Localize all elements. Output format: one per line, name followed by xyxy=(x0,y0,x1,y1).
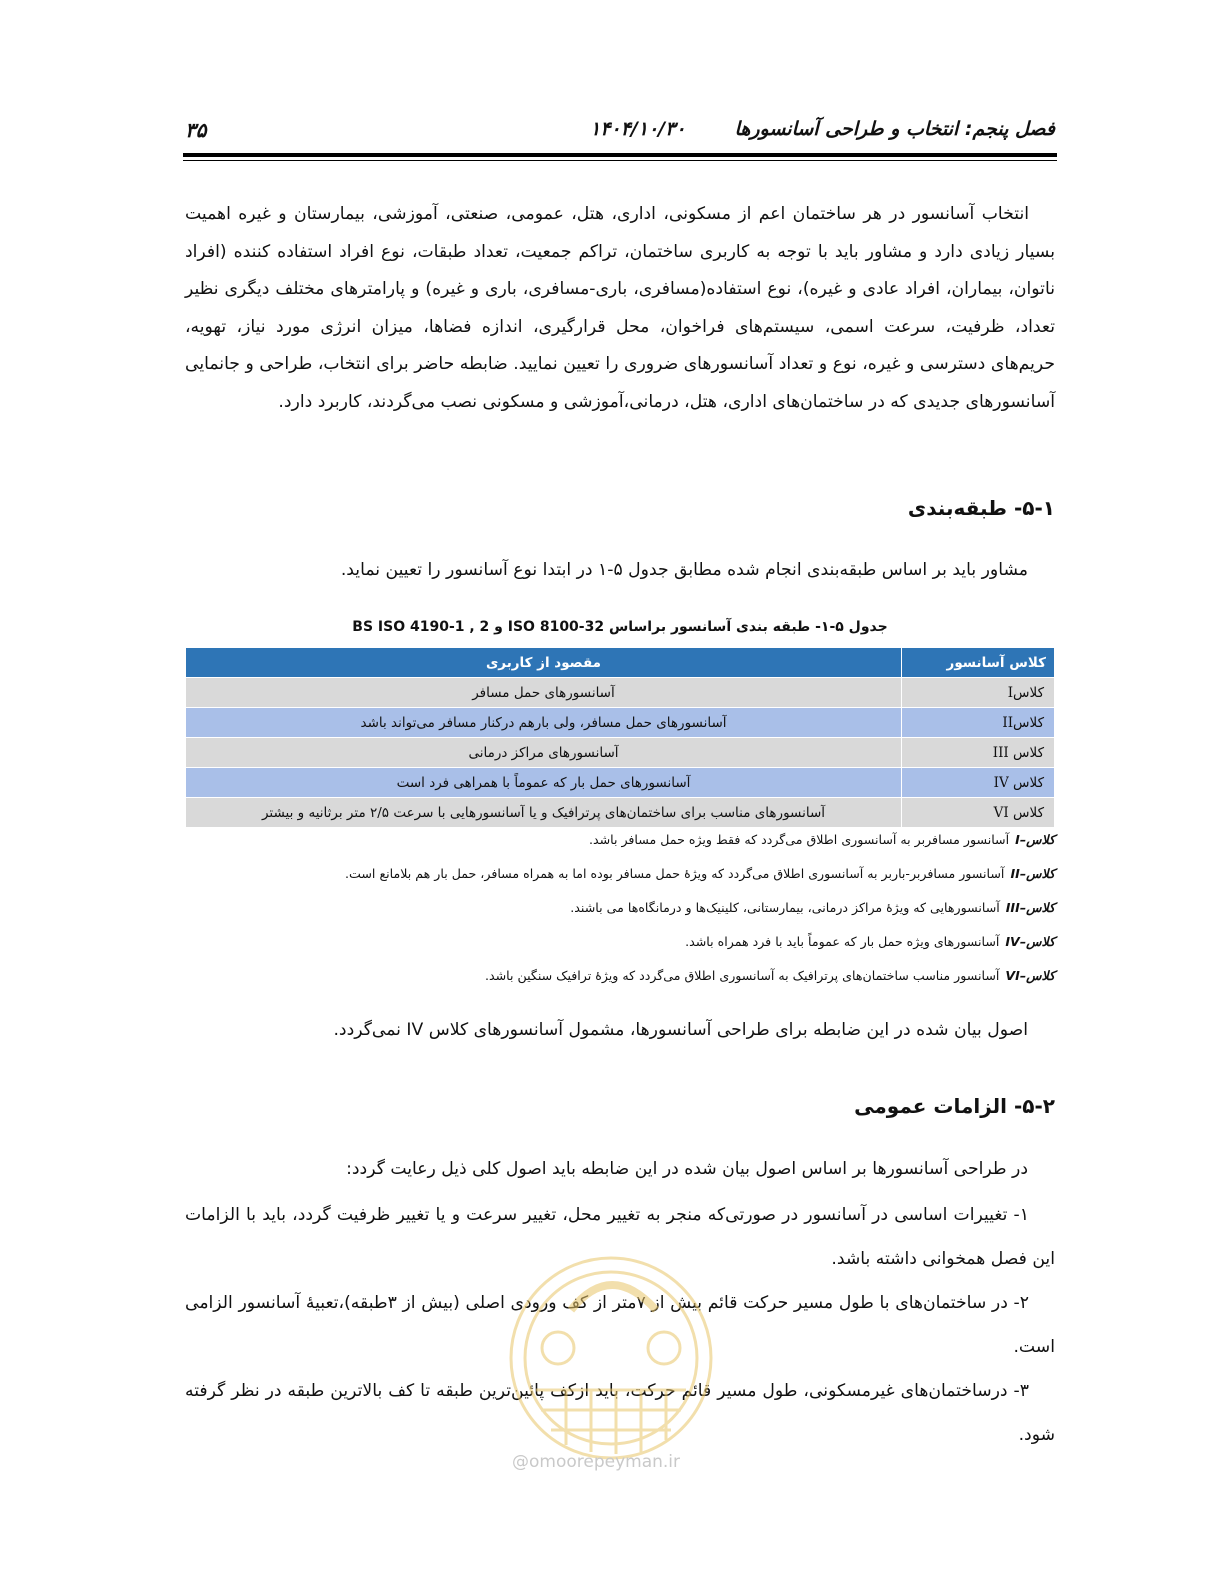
class-cell: کلاسI xyxy=(902,678,1055,708)
purpose-cell: آسانسورهای حمل مسافر xyxy=(186,678,902,708)
class-cell: کلاس IV xyxy=(902,768,1055,798)
table-row xyxy=(186,738,1055,768)
note-item: کلاس–IVآسانسورهای ویژه حمل بار که عموماً باید با فرد همراه باشد. xyxy=(685,934,1055,949)
table-header-row xyxy=(186,648,1055,678)
purpose-cell: آسانسورهای مراکز درمانی xyxy=(186,738,902,768)
header-rule-thin xyxy=(183,160,1057,161)
note-item: کلاس–Iآسانسور مسافربر به آسانسوری اطلاق می‌گردد که فقط ویژه حمل مسافر باشد. xyxy=(588,832,1055,847)
note-item: کلاس–VIآسانسور مناسب ساختمان‌های پرترافیک به آسانسوری اطلاق می‌گردد که ویژهٔ ترافیک سنگین باشد. xyxy=(484,968,1055,983)
class-cell: کلاسII xyxy=(902,708,1055,738)
section-heading-general-requirements: ۵-۲- الزامات عمومی xyxy=(854,1094,1055,1118)
section-heading-classification: ۵-۱- طبقه‌بندی xyxy=(907,496,1055,520)
requirement-item-1: ۱- تغییرات اساسی در آسانسور در صورتی‌که منجر به تغییر محل، تغییر سرعت و یا تغییر ظرفیت گردد، باید با الزامات این فصل همخوانی داشته باشد. xyxy=(185,1205,1055,1269)
intro-paragraph: انتخاب آسانسور در هر ساختمان اعم از مسکونی، اداری، هتل، عمومی، صنعتی، آموزشی، بیمارستان و غیره اهمیت بسیار زیادی دارد و مشاور باید با توجه به کاربری ساختمان، تراکم جمعیت، تعداد طبقات، نوع افراد استفاده کننده (افراد ناتوان، بیماران، افراد عادی و غیره)، نوع استفاده(مسافری، باری-مسافری، باری و غیره) و پارامترهای مختلف دیگری نظیر تعداد، ظرفیت، سرعت اسمی، سیستم‌های فراخوان، محل قرارگیری، اندازه فضاها، میزان انرژی مورد نیاز، تهویه، حریم‌های دسترسی و غیره، نوع و تعداد آسانسورهای ضروری را تعیین نمایید. ضابطه حاضر برای انتخاب، طراحی و جانمایی آسانسورهای جدیدی که در ساختمان‌های اداری، هتل، درمانی،آموزشی و مسکونی نصب می‌گردند، کاربرد دارد. xyxy=(185,204,1055,412)
table-row xyxy=(186,798,1055,828)
requirement-item-2: ۲- در ساختمان‌های با طول مسیر حرکت قائم بیش از ۷متر از کف ورودی اصلی (بیش از ۳طبقه)،تعبیهٔ آسانسور الزامی است. xyxy=(185,1293,1055,1357)
watermark-url: @omoorepeyman.ir xyxy=(512,1452,681,1472)
purpose-cell: آسانسورهای حمل مسافر، ولی بارهم درکنار مسافر می‌تواند باشد xyxy=(186,708,902,738)
table-row xyxy=(186,768,1055,798)
section2-intro: در طراحی آسانسورها بر اساس اصول بیان شده در این ضابطه باید اصول کلی ذیل رعایت گردد: xyxy=(346,1159,1028,1179)
class-cell: کلاس III xyxy=(902,738,1055,768)
table-caption: جدول ۵-۱- طبقه بندی آسانسور براساس ISO 8100-32 و BS ISO 4190-1 , 2 xyxy=(352,619,888,635)
page-header xyxy=(185,118,1055,148)
table-row xyxy=(186,708,1055,738)
note-item: کلاس–IIIآسانسورهایی که ویژهٔ مراکز درمانی، بیمارستانی، کلینیک‌ها و درمانگاه‌ها می باشند. xyxy=(570,900,1055,915)
header-date: ۱۴۰۴/۱۰/۳۰ xyxy=(590,118,686,140)
header-purpose: مقصود از کاربری xyxy=(186,648,902,678)
section1-paragraph: مشاور باید بر اساس طبقه‌بندی انجام شده مطابق جدول ۵-۱ در ابتدا نوع آسانسور را تعیین نماید. xyxy=(340,560,1028,580)
header-class: کلاس آسانسور xyxy=(902,648,1055,678)
elevator-class-table xyxy=(185,647,1055,828)
note-item: کلاس–IIآسانسور مسافربر-باربر به آسانسوری اطلاق می‌گردد که ویژهٔ حمل مسافر بوده اما به همراه مسافر، حمل بار هم بلامانع است. xyxy=(345,866,1055,881)
table-row xyxy=(186,678,1055,708)
class-notes xyxy=(345,826,1055,996)
header-rule-thick xyxy=(183,153,1057,157)
class-cell: کلاس VI xyxy=(902,798,1055,828)
requirement-item-3: ۳- درساختمان‌های غیرمسکونی، طول مسیر قائم حرکت، باید ازکف پائین‌ترین طبقه تا کف بالاترین طبقه در نظر گرفته شود. xyxy=(185,1381,1055,1445)
purpose-cell: آسانسورهای مناسب برای ساختمان‌های پرترافیک و یا آسانسورهایی با سرعت ۲/۵ متر برثانیه و بیشتر xyxy=(186,798,902,828)
chapter-title: فصل پنجم: انتخاب و طراحی آسانسورها xyxy=(734,118,1055,140)
scope-sentence: اصول بیان شده در این ضابطه برای طراحی آسانسورها، مشمول آسانسورهای کلاس IV نمی‌گردد. xyxy=(333,1020,1028,1040)
page-number: ۳۵ xyxy=(185,118,207,142)
purpose-cell: آسانسورهای حمل بار که عموماً با همراهی فرد است xyxy=(186,768,902,798)
